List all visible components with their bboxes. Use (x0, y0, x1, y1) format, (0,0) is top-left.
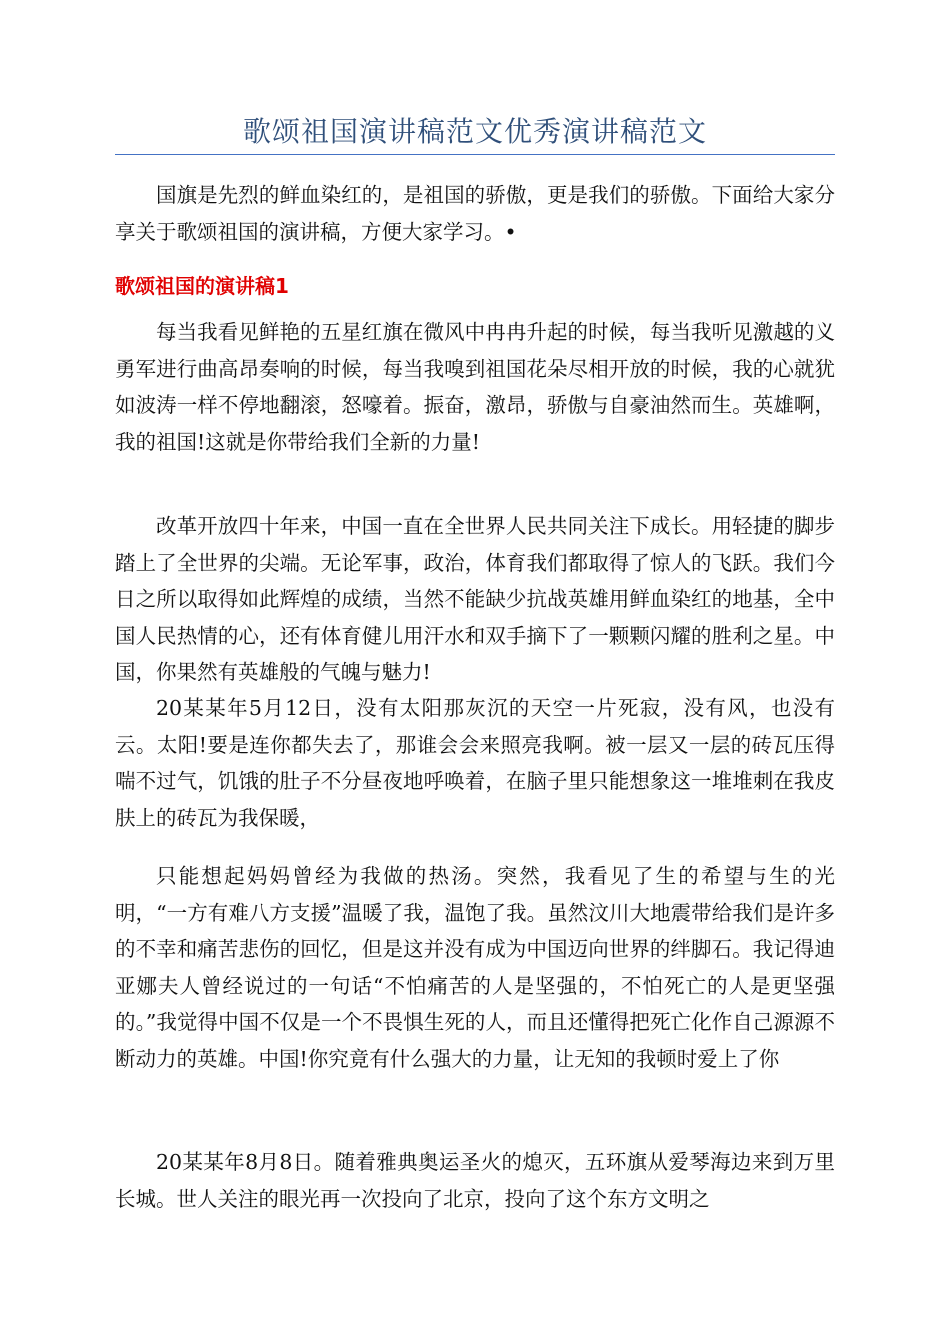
body-paragraph: 20某某年5月12日，没有太阳那灰沉的天空一片死寂，没有风，也没有云。太阳!要是连你都失去了，那谁会会来照亮我啊。被一层又一层的砖瓦压得喘不过气，饥饿的肚子不分昼夜地呼唤着，在脑子里只能想象这一堆堆刺在我皮肤上的砖瓦为我保暖， (115, 696, 835, 830)
intro-paragraph: 国旗是先烈的鲜血染红的，是祖国的骄傲，更是我们的骄傲。下面给大家分享关于歌颂祖国的演讲稿，方便大家学习。• (115, 183, 835, 244)
body-paragraph: 只能想起妈妈曾经为我做的热汤。突然，我看见了生的希望与生的光明，“一方有难八方支援”温暖了我，温饱了我。虽然汶川大地震带给我们是许多的不幸和痛苦悲伤的回忆，但是这并没有成为中国迈向世界的绊脚石。我记得迪亚娜夫人曾经说过的一句话“不怕痛苦的人是坚强的，不怕死亡的人是更坚强的。”我觉得中国不仅是一个不畏惧生死的人，而且还懂得把死亡化作自己源源不断动力的英雄。中国!你究竟有什么强大的力量，让无知的我顿时爱上了你 (115, 864, 835, 1071)
section-heading: 歌颂祖国的演讲稿1 (115, 274, 289, 298)
document-title: 歌颂祖国演讲稿范文优秀演讲稿范文 (242, 115, 707, 148)
body-paragraph: 每当我看见鲜艳的五星红旗在微风中冉冉升起的时候，每当我听见激越的义勇军进行曲高昂奏响的时候，每当我嗅到祖国花朵尽相开放的时候，我的心就犹如波涛一样不停地翻滚，怒嚎着。振奋，激昂，骄傲与自豪油然而生。英雄啊，我的祖国!这就是你带给我们全新的力量! (115, 320, 835, 454)
body-paragraph: 改革开放四十年来，中国一直在全世界人民共同关注下成长。用轻捷的脚步踏上了全世界的尖端。无论军事，政治，体育我们都取得了惊人的飞跃。我们今日之所以取得如此辉煌的成绩，当然不能缺少抗战英雄用鲜血染红的地基，全中国人民热情的心，还有体育健儿用汗水和双手摘下了一颗颗闪耀的胜利之星。中国，你果然有英雄般的气魄与魅力! (115, 514, 835, 684)
body-paragraph: 20某某年8月8日。随着雅典奥运圣火的熄灭，五环旗从爱琴海边来到万里长城。世人关注的眼光再一次投向了北京，投向了这个东方文明之 (115, 1150, 835, 1211)
title-underline (115, 154, 835, 155)
